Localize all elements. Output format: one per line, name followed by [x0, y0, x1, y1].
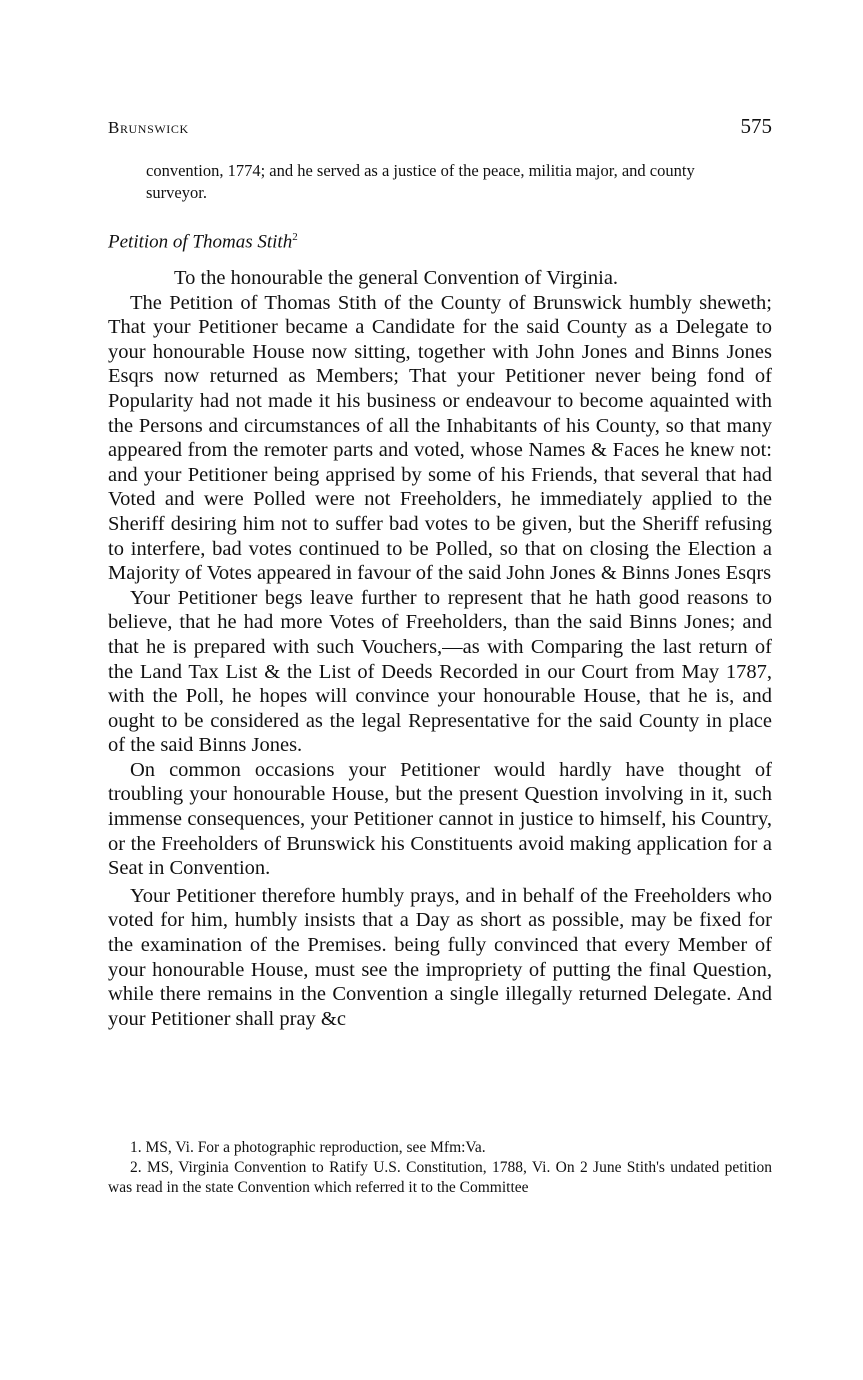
petition-body	[108, 266, 772, 1031]
footnote-marker: 2	[292, 231, 298, 243]
footnote: 2. MS, Virginia Convention to Ratify U.S. Constitution, 1788, Vi. On 2 June Stith's undated petition was read in the state Convention which referred it to the Committee	[108, 1159, 772, 1196]
petition-paragraph: On common occasions your Petitioner would hardly have thought of troubling your honourable House, but the present Question involving in it, such immense consequences, your Petitioner cannot in justice to himself, his Country, or the Freeholders of Brunswick his Constituents avoid making application for a Seat in Convention.	[108, 758, 772, 880]
petition-address: To the honourable the general Convention of Virginia.	[174, 267, 619, 289]
petition-paragraph: Your Petitioner begs leave further to represent that he hath good reasons to believe, that he had more Votes of Freeholders, than the said Binns Jones; and that he is prepared with such Vouchers,—as with Comparing the last return of the Land Tax List & the List of Deeds Recorded in our Court from May 1787, with the Poll, he hopes will convince your honourable House, that he is, and ought to be considered as the legal Representative for the said County in place of the said Binns Jones.	[108, 586, 772, 757]
intro-paragraph: convention, 1774; and he served as a justice of the peace, militia major, and county surveyor.	[146, 161, 695, 202]
petition-heading-text: Petition of Thomas Stith	[108, 231, 293, 253]
petition-heading	[108, 231, 298, 253]
page-header	[108, 114, 772, 142]
petition-paragraph: Your Petitioner therefore humbly prays, and in behalf of the Freeholders who voted for him, humbly insists that a Day as short as possible, may be fixed for the examination of the Premises. being fully convinced that every Member of your honourable House, must see the impropriety of putting the final Question, while there remains in the Convention a single illegally returned Delegate. And your Petitioner shall pray &c	[108, 884, 772, 1030]
petition-paragraph: The Petition of Thomas Stith of the County of Brunswick humbly sheweth; That your Petitioner became a Candidate for the said County as a Delegate to your honourable House now sitting, together with John Jones and Binns Jones Esqrs now returned as Members; That your Petitioner never being fond of Popularity had not made it his business or endeavour to become aquainted with the Persons and circumstances of all the Inhabitants of his County, so that many appeared from the remoter parts and voted, whose Names & Faces he knew not: and your Petitioner being apprised by some of his Friends, that several that had Voted and were Polled were not Freeholders, he immediately applied to the Sheriff desiring him not to suffer bad votes to be given, but the Sheriff refusing to interfere, bad votes continued to be Polled, so that on closing the Election a Majority of Votes appeared in favour of the said John Jones & Binns Jones Esqrs	[108, 291, 772, 585]
running-head: Brunswick	[108, 118, 189, 137]
footnote: 1. MS, Vi. For a photographic reproduction, see Mfm:Va.	[130, 1139, 486, 1156]
page-number: 575	[740, 114, 772, 138]
footnotes	[108, 1138, 772, 1198]
